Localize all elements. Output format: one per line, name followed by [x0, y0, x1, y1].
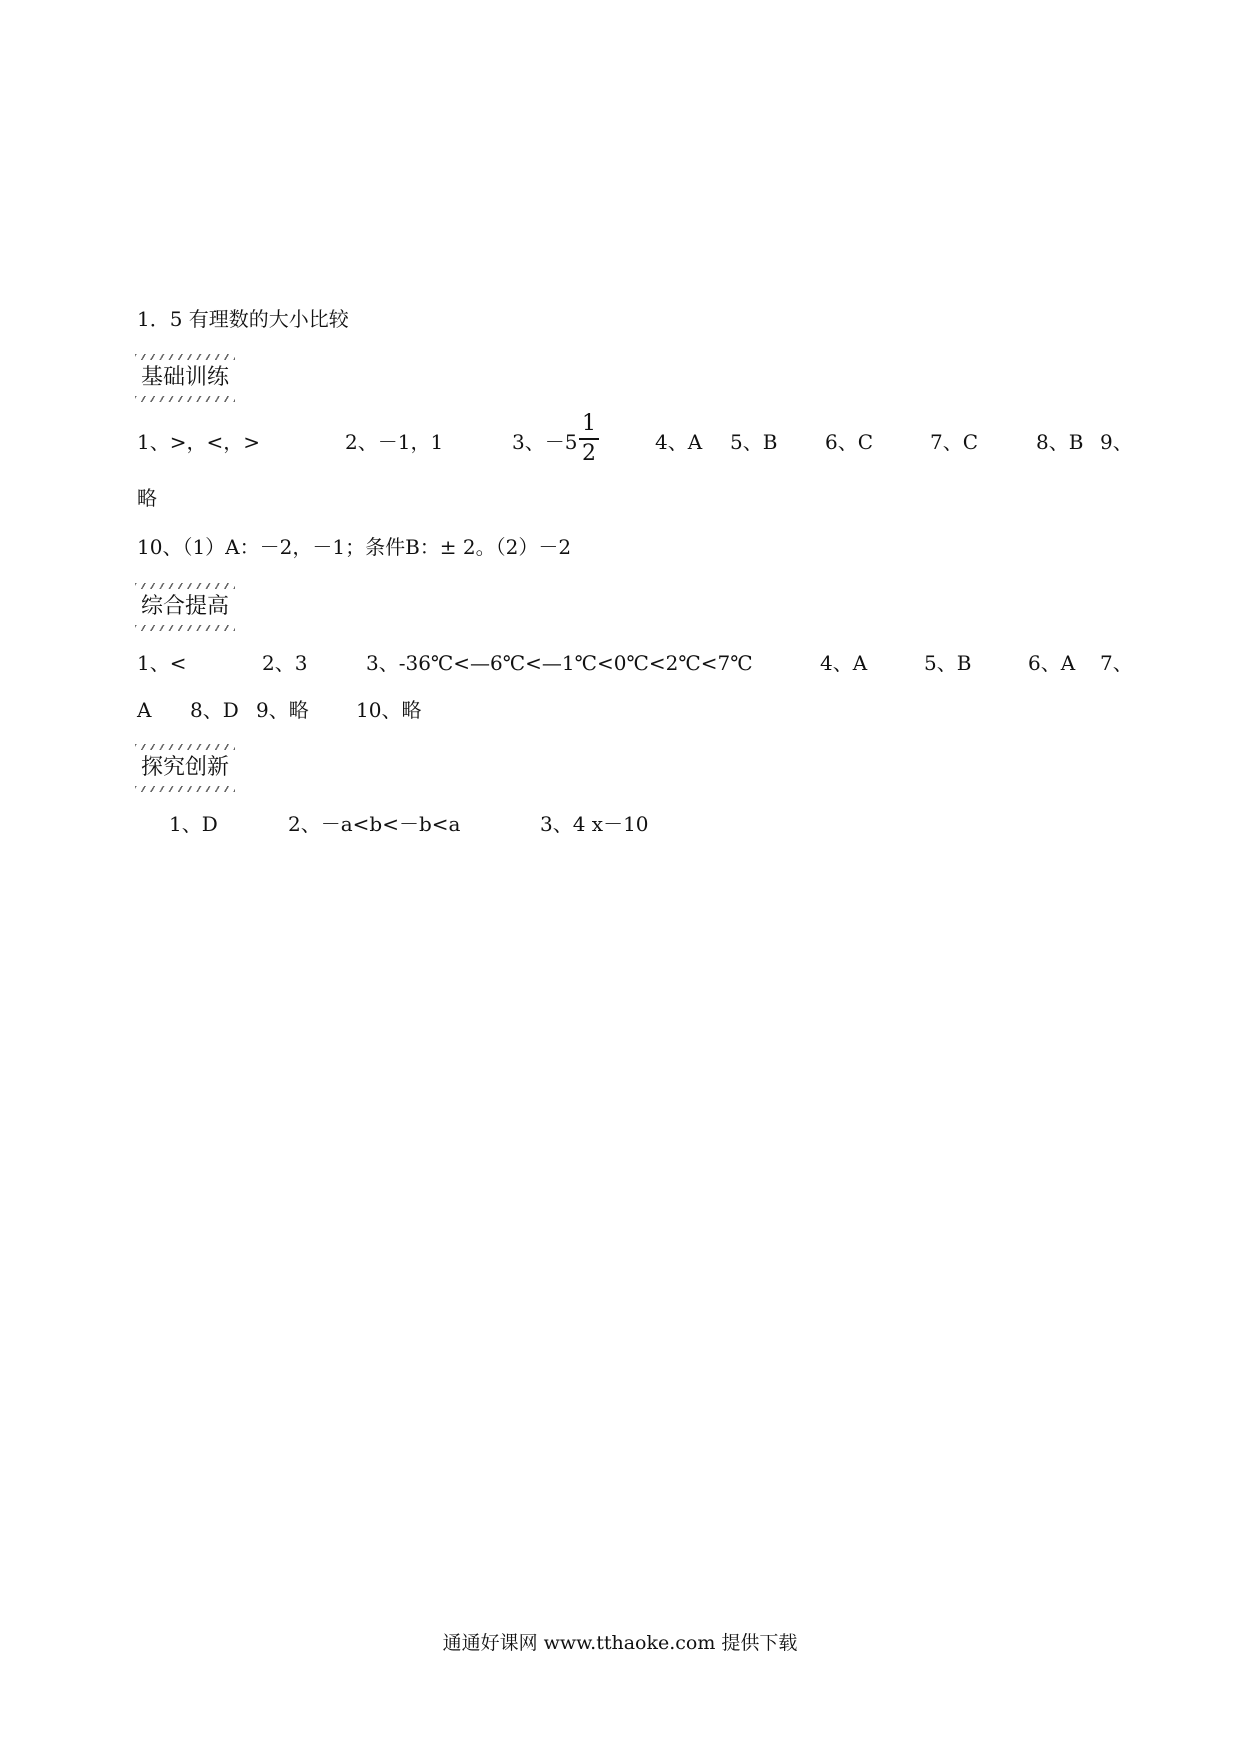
basic-q7: 7、C — [930, 430, 979, 454]
page-title: 1．5 有理数的大小比较 — [137, 307, 349, 331]
explore-q2: 2、－a<b<－b<a — [288, 812, 461, 836]
fraction-denominator: 2 — [582, 441, 596, 466]
page-footer: 通通好课网 www.tthaoke.com 提供下载 — [442, 1632, 798, 1654]
comp-q2: 2、3 — [262, 651, 308, 675]
comp-q10: 10、略 — [356, 698, 422, 722]
comp-q8: 8、D — [190, 698, 239, 722]
fraction-bar — [579, 438, 599, 440]
basic-q10: 10、（1）A：－2，－1；条件B：± 2。（2）－2 — [137, 535, 572, 559]
comp-q9: 9、略 — [256, 698, 309, 722]
basic-q9-answer: 略 — [137, 486, 157, 510]
basic-q5: 5、B — [730, 430, 778, 454]
explore-q3: 3、4 x－10 — [540, 812, 649, 836]
basic-q2: 2、－1，1 — [345, 430, 444, 454]
basic-q4: 4、A — [655, 430, 703, 454]
explore-q1: 1、D — [169, 812, 218, 836]
basic-q3-fraction — [579, 412, 599, 466]
basic-q8: 8、B — [1036, 430, 1084, 454]
section-heading-basic: 基础训练 — [135, 360, 235, 396]
comp-q6: 6、A — [1028, 651, 1076, 675]
basic-q9: 9、 — [1100, 430, 1133, 454]
basic-q6: 6、C — [825, 430, 874, 454]
comp-q5: 5、B — [924, 651, 972, 675]
comp-q7-answer: A — [137, 698, 152, 722]
comp-q7: 7、 — [1100, 651, 1133, 675]
section-heading-comprehensive: 综合提高 — [135, 589, 235, 625]
comp-q1: 1、< — [137, 651, 187, 675]
basic-q3: 3、－5 — [512, 430, 578, 454]
section-heading-explore: 探究创新 — [135, 750, 235, 786]
basic-q1: 1、>，<，> — [137, 430, 260, 454]
comp-q3: 3、-36℃<—6℃<—1℃<0℃<2℃<7℃ — [366, 651, 753, 675]
comp-q4: 4、A — [820, 651, 868, 675]
fraction-numerator: 1 — [582, 411, 596, 436]
